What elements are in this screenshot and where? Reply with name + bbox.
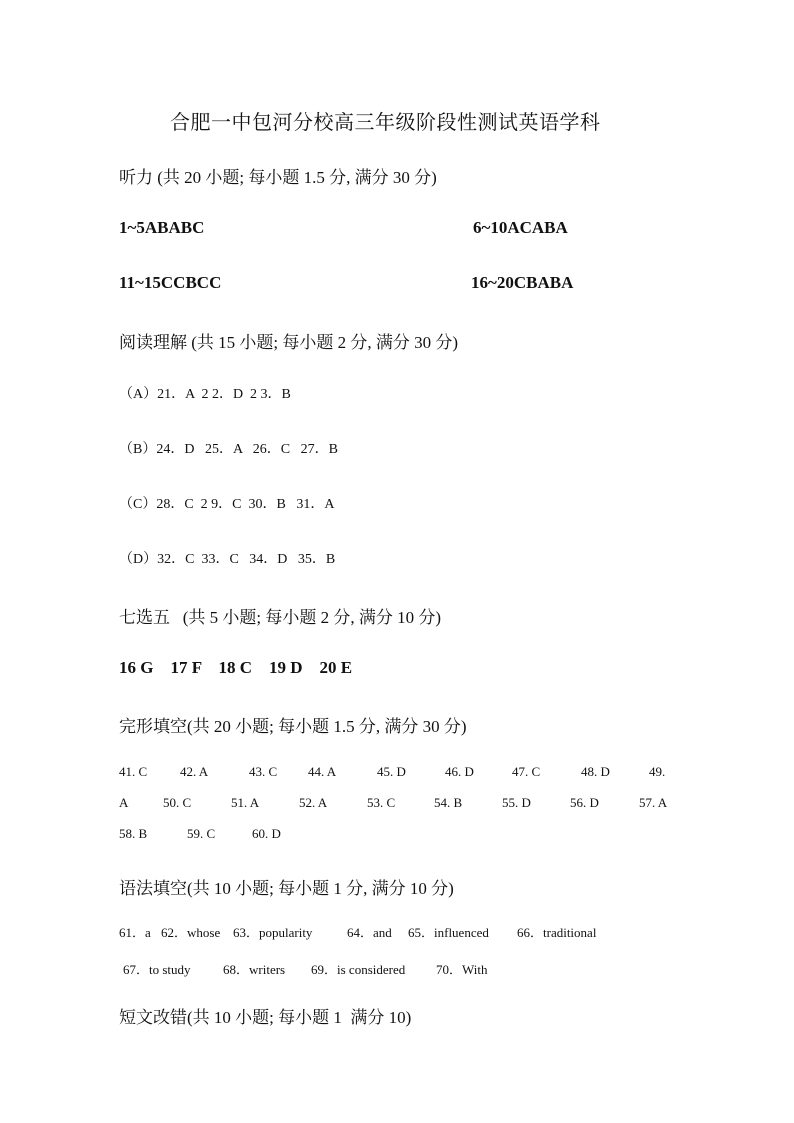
cloze-answer: 48. D bbox=[581, 764, 610, 779]
cloze-answer: 54. B bbox=[434, 795, 463, 810]
grammar-answer: 68．writers bbox=[223, 962, 286, 977]
reading-answers-d: （D）32．C 33．C 34．D 35．B bbox=[119, 552, 336, 567]
cloze-heading: 完形填空(共 20 小题; 每小题 1.5 分, 满分 30 分) bbox=[119, 717, 467, 736]
cloze-answer: 47. C bbox=[512, 764, 541, 779]
cloze-answer: 53. C bbox=[367, 795, 396, 810]
cloze-answer: 59. C bbox=[187, 826, 216, 841]
grammar-answer: 66．traditional bbox=[517, 925, 597, 940]
correction-heading: 短文改错(共 10 小题; 每小题 1 满分 10) bbox=[119, 1008, 412, 1027]
grammar-row-1 bbox=[119, 922, 596, 941]
cloze-answer: 57. A bbox=[639, 795, 668, 810]
grammar-answer: 69．is considered bbox=[311, 962, 406, 977]
cloze-answer: 56. D bbox=[570, 795, 599, 810]
reading-answers-a: （A）21．A 2 2．D 2 3．B bbox=[119, 387, 291, 402]
seven-choose-five-heading: 七选五 (共 5 小题; 每小题 2 分, 满分 10 分) bbox=[119, 608, 442, 627]
listening-answer-16-20: 16~20CBABA bbox=[471, 273, 574, 292]
cloze-answer: 50. C bbox=[163, 795, 192, 810]
listening-answer-6-10: 6~10ACABA bbox=[473, 218, 568, 237]
cloze-row-3 bbox=[119, 826, 281, 842]
listening-answer-1-5: 1~5ABABC bbox=[119, 218, 205, 237]
grammar-answer: 63．popularity bbox=[233, 925, 313, 940]
grammar-row-2 bbox=[123, 959, 487, 978]
reading-heading: 阅读理解 (共 15 小题; 每小题 2 分, 满分 30 分) bbox=[119, 333, 459, 352]
cloze-row-2 bbox=[119, 795, 667, 811]
cloze-row-1 bbox=[119, 764, 665, 780]
cloze-answer: 49. bbox=[649, 764, 666, 779]
grammar-heading: 语法填空(共 10 小题; 每小题 1 分, 满分 10 分) bbox=[119, 879, 454, 898]
grammar-answer: 65．influenced bbox=[408, 925, 489, 940]
cloze-answer: 51. A bbox=[231, 795, 260, 810]
cloze-answer: 60. D bbox=[252, 826, 281, 841]
cloze-answer: 41. C bbox=[119, 764, 148, 779]
seven-choose-five-answers: 16 G 17 F 18 C 19 D 20 E bbox=[119, 658, 353, 677]
cloze-answer: A bbox=[119, 795, 129, 810]
cloze-answer: 52. A bbox=[299, 795, 328, 810]
cloze-answer: 43. C bbox=[249, 764, 278, 779]
cloze-answer: 46. D bbox=[445, 764, 474, 779]
cloze-answer: 55. D bbox=[502, 795, 531, 810]
grammar-answer: 70．With bbox=[436, 962, 488, 977]
grammar-answer: 61．a bbox=[119, 925, 151, 940]
reading-answers-b: （B）24．D 25．A 26．C 27．B bbox=[119, 442, 338, 457]
listening-answer-11-15: 11~15CCBCC bbox=[119, 273, 222, 292]
reading-answers-c: （C）28．C 2 9．C 30．B 31．A bbox=[119, 497, 335, 512]
listening-heading: 听力 (共 20 小题; 每小题 1.5 分, 满分 30 分) bbox=[119, 168, 437, 187]
grammar-answer: 67．to study bbox=[123, 962, 191, 977]
cloze-answer: 42. A bbox=[180, 764, 209, 779]
page-title: 合肥一中包河分校高三年级阶段性测试英语学科 bbox=[170, 112, 601, 134]
cloze-answer: 45. D bbox=[377, 764, 406, 779]
grammar-answer: 64．and bbox=[347, 925, 392, 940]
cloze-answer: 44. A bbox=[308, 764, 337, 779]
grammar-answer: 62．whose bbox=[161, 925, 221, 940]
cloze-answer: 58. B bbox=[119, 826, 148, 841]
